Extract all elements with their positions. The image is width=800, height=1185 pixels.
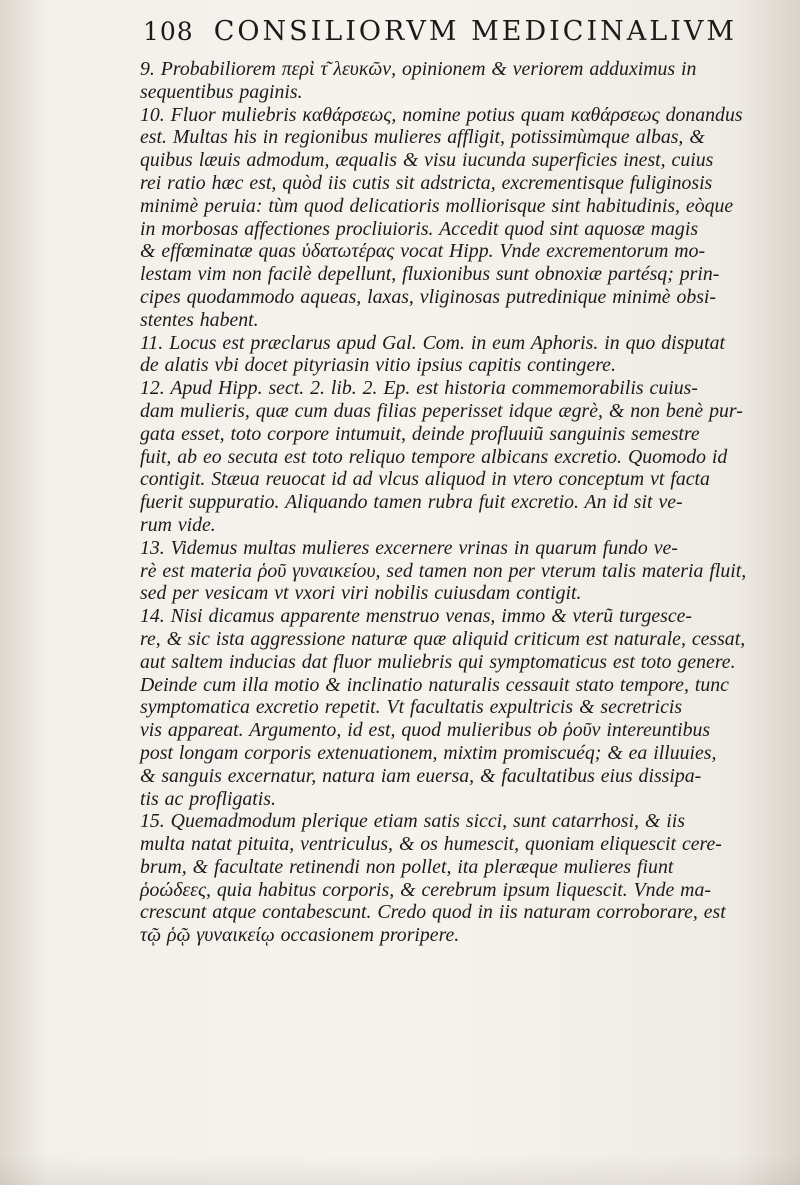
- text-line: 13. Videmus multas mulieres excernere vrinas in quarum fundo ve-: [140, 536, 678, 559]
- text-line: contigit. Stæua reuocat id ad vlcus aliquod in vtero conceptum vt facta: [140, 468, 710, 491]
- text-line: 14. Nisi dicamus apparente menstruo venas, immo & vterũ turgesce-: [140, 605, 692, 628]
- text-line: brum, & facultate retinendi non pollet, ita pleræque mulieres fiunt: [140, 855, 674, 878]
- text-line: de alatis vbi docet pityriasin vitio ipsius capitis contingere.: [140, 354, 616, 377]
- text-line: 11. Locus est præclarus apud Gal. Com. in eum Aphoris. in quo disputat: [140, 331, 725, 354]
- text-line: 12. Apud Hipp. sect. 2. lib. 2. Ep. est historia commemorabilis cuius-: [140, 377, 698, 400]
- text-line: & sanguis excernatur, natura iam euersa, & facultatibus eius dissipa-: [140, 764, 702, 787]
- text-line: in morbosas affectiones procliuioris. Accedit quod sint aquosæ magis: [140, 217, 699, 240]
- text-line: gata esset, toto corpore intumuit, deinde profluuiũ sanguinis semestre: [140, 422, 700, 445]
- text-line: 15. Quemadmodum plerique etiam satis sicci, sunt catarrhosi, & iis: [140, 810, 685, 833]
- text-line: & effœminatæ quas ὑδατωτέρας vocat Hipp. Vnde excrementorum mo-: [140, 240, 706, 263]
- text-line: sed per vesicam vt vxori viri nobilis cuiusdam contigit.: [140, 582, 582, 605]
- text-line: post longam corporis extenuationem, mixtim promiscuéq; & ea illuuies,: [140, 741, 717, 764]
- text-line: aut saltem inducias dat fluor muliebris qui symptomaticus est toto genere.: [140, 650, 736, 673]
- text-line: tis ac profligatis.: [140, 787, 276, 810]
- text-line: minimè peruia: tùm quod delicatioris molliorisque sint habitudinis, eòque: [140, 194, 734, 217]
- text-line: vis appareat. Argumento, id est, quod mulieribus ob ῥοῦν intereuntibus: [140, 719, 711, 742]
- text-line: τῷ ῥῷ γυναικείῳ occasionem proripere.: [140, 924, 460, 947]
- text-line: symptomatica excretio repetit. Vt facultatis expultricis & secretricis: [140, 696, 683, 719]
- page-edge-shadow: [0, 1155, 800, 1185]
- text-line: fuerit suppuratio. Aliquando tamen rubra fuit excretio. An id sit ve-: [140, 491, 683, 514]
- text-line: rum vide.: [140, 513, 216, 536]
- text-line: cipes quodammodo aqueas, laxas, vliginosas putredinique minimè obsi-: [140, 285, 717, 308]
- text-line: re, & sic ista aggressione naturæ quæ aliquid criticum est naturale, cessat,: [140, 627, 746, 650]
- text-line: rè est materia ῥοῦ γυναικείου, sed tamen non per vterum talis materia fluit,: [140, 559, 747, 582]
- text-line: rei ratio hæc est, quòd iis cutis sit adstricta, excrementisque fuliginosis: [140, 171, 713, 194]
- text-line: est. Multas his in regionibus mulieres affligit, potissimùmque albas, &: [140, 126, 705, 149]
- text-line: dam mulieris, quæ cum duas filias peperisset idque ægrè, & non benè pur-: [140, 399, 743, 422]
- text-line: stentes habent.: [140, 308, 259, 331]
- text-line: fuit, ab eo secuta est toto reliquo tempore albicans excretio. Quomodo id: [140, 445, 728, 468]
- text-line: 10. Fluor muliebris καθάρσεως, nomine potius quam καθάρσεως donandus: [140, 103, 743, 126]
- text-line: quibus læuis admodum, æqualis & visu iucunda superficies inest, cuius: [140, 149, 714, 172]
- page-number: 108: [143, 17, 194, 46]
- text-line: crescunt atque contabescunt. Credo quod in iis naturam corroborare, est: [140, 901, 726, 924]
- text-line: 9. Probabiliorem περὶ τ͂ λευκῶν, opinionem & veriorem adduximus in: [140, 58, 697, 80]
- text-line: multa natat pituita, ventriculus, & os humescit, quoniam eliquescit cere-: [140, 833, 722, 856]
- body-text: [140, 58, 766, 947]
- text-line: lestam vim non facilè depellunt, fluxionibus sunt obnoxiæ partésq; prin-: [140, 263, 720, 286]
- page-header: [143, 16, 783, 56]
- text-line: Deinde cum illa motio & inclinatio naturalis cessauit stato tempore, tunc: [140, 673, 729, 696]
- running-head: CONSILIORVM MEDICINALIVM: [213, 16, 737, 47]
- text-line: ῥοώδεες, quia habitus corporis, & cerebrum ipsum liquescit. Vnde ma-: [140, 878, 711, 901]
- text-line: sequentibus paginis.: [140, 80, 303, 103]
